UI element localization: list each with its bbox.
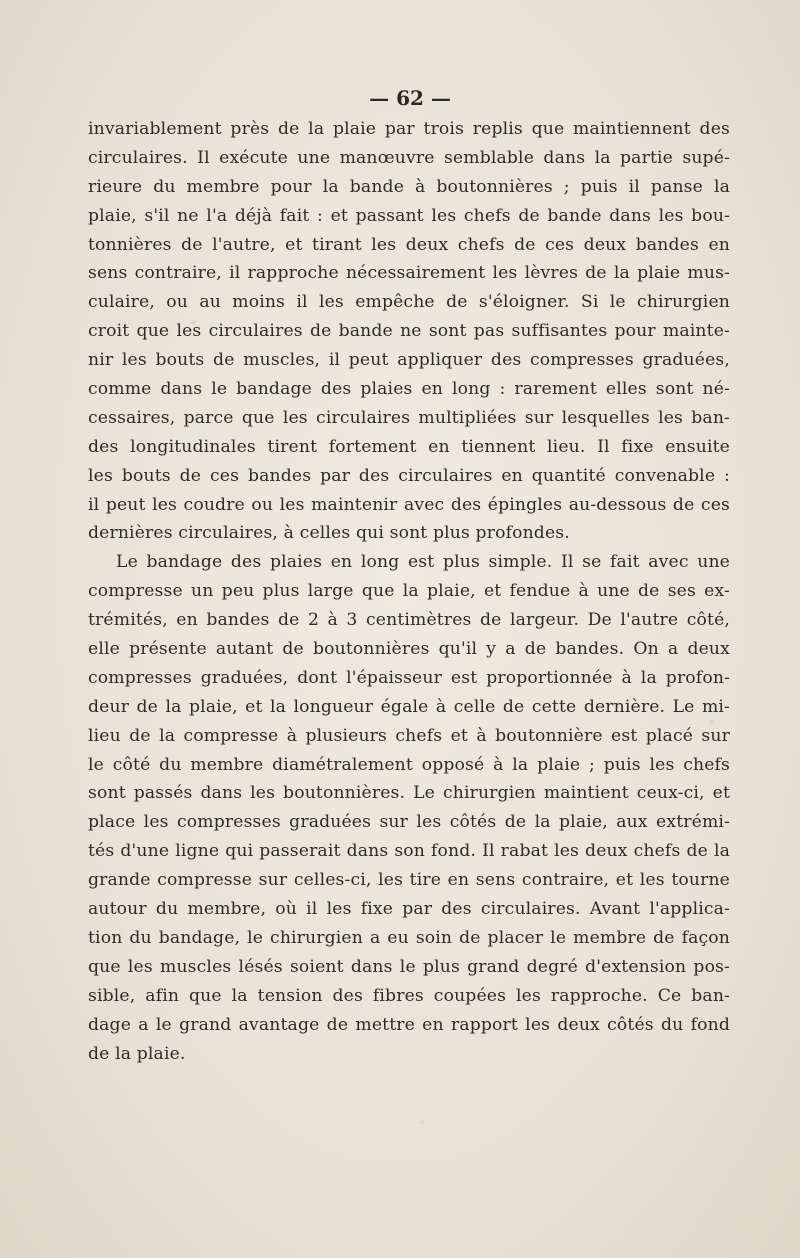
text-line: compresse un peu plus large que la plaie, et fendue à une de ses ex- [88,581,730,602]
text-line: lieu de la compresse à plusieurs chefs et à boutonnière est placé sur [88,725,730,746]
text-line: trémités, en bandes de 2 à 3 centimètres de largeur. De l'autre côté, [88,610,730,631]
paper-spot [420,1120,425,1124]
text-line: compresses graduées, dont l'épaisseur est proportionnée à la profon- [88,667,730,688]
text-line: de la plaie. [88,1043,186,1064]
text-line: cessaires, parce que les circulaires multipliées sur lesquelles les ban- [88,407,730,428]
text-line: deur de la plaie, et la longueur égale à celle de cette dernière. Le mi- [88,696,730,717]
text-line: les bouts de ces bandes par des circulaires en quantité convenable : [88,465,730,486]
text-line: Le bandage des plaies en long est plus simple. Il se fait avec une [116,552,730,573]
text-line: dernières circulaires, à celles qui sont plus profondes. [88,523,570,544]
text-line: que les muscles lésés soient dans le plus grand degré d'extension pos- [88,956,730,977]
text-line: sens contraire, il rapproche nécessairement les lèvres de la plaie mus- [88,263,730,284]
text-line: sont passés dans les boutonnières. Le chirurgien maintient ceux-ci, et [88,783,730,804]
text-line: circulaires. Il exécute une manœuvre semblable dans la partie supé- [88,147,730,168]
text-line: grande compresse sur celles-ci, les tire en sens contraire, et les tourne [88,870,730,891]
text-line: autour du membre, où il les fixe par des circulaires. Avant l'applica- [88,899,730,920]
text-line: plaie, s'il ne l'a déjà fait : et passant les chefs de bande dans les bou- [88,205,730,226]
text-line: rieure du membre pour la bande à boutonnières ; puis il panse la [88,176,730,197]
text-line: dage a le grand avantage de mettre en rapport les deux côtés du fond [88,1014,730,1035]
text-line: croit que les circulaires de bande ne sont pas suffisantes pour mainte- [88,321,730,342]
text-line: tés d'une ligne qui passerait dans son fond. Il rabat les deux chefs de la [88,841,730,862]
text-line: culaire, ou au moins il les empêche de s'éloigner. Si le chirurgien [88,292,730,313]
text-line: place les compresses graduées sur les côtés de la plaie, aux extrémi- [88,812,730,833]
text-line: le côté du membre diamétralement opposé à la plaie ; puis les chefs [88,754,730,775]
page-number: — 62 — [369,86,451,110]
text-line: tion du bandage, le chirurgien a eu soin de placer le membre de façon [88,927,730,948]
text-line: nir les bouts de muscles, il peut appliquer des compresses graduées, [88,350,730,371]
text-line: elle présente autant de boutonnières qu'il y a de bandes. On a deux [88,639,730,660]
text-line: invariablement près de la plaie par trois replis que maintiennent des [88,119,730,139]
body-text [88,115,730,1068]
text-line: tonnières de l'autre, et tirant les deux chefs de ces deux bandes en [88,234,730,255]
text-line: il peut les coudre ou les maintenir avec des épingles au-dessous de ces [88,494,730,515]
text-line: des longitudinales tirent fortement en tiennent lieu. Il fixe ensuite [88,436,730,457]
text-line: comme dans le bandage des plaies en long : rarement elles sont né- [88,379,730,400]
text-line: sible, afin que la tension des fibres coupées les rapproche. Ce ban- [88,985,730,1006]
